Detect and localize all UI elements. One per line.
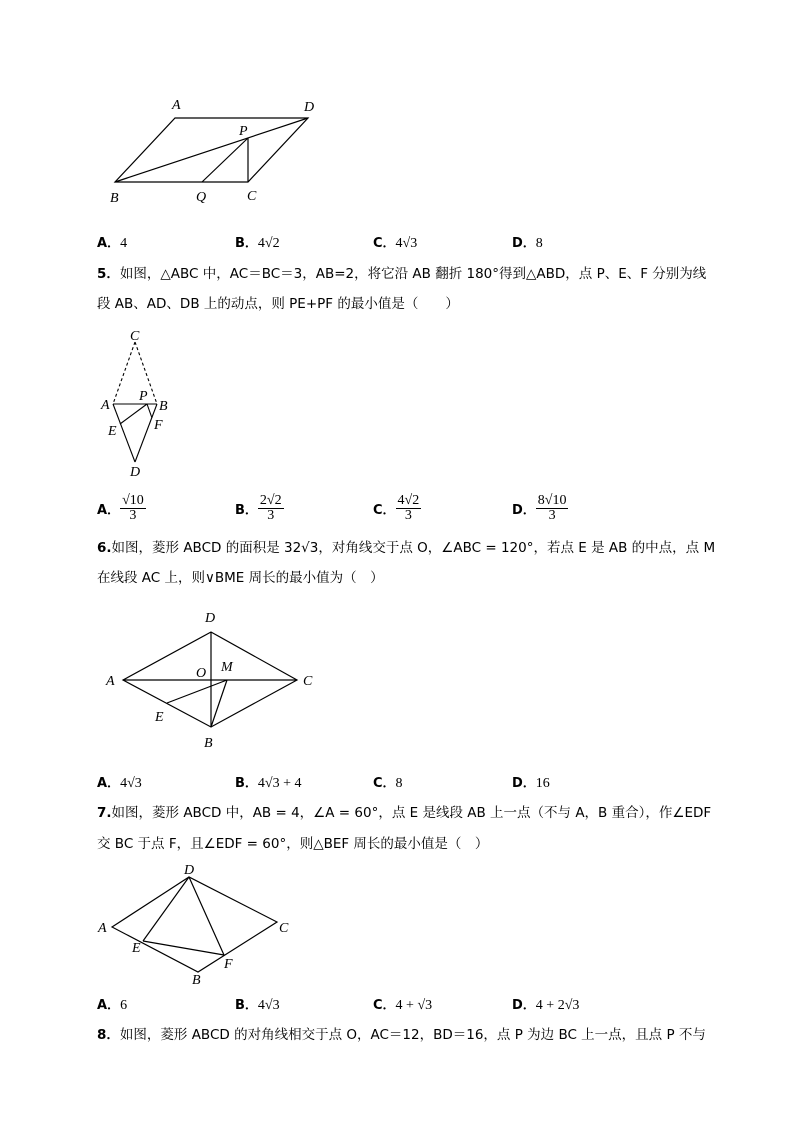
q5-segment-pf [147,404,152,418]
q7-label-f: F [224,957,233,972]
q7-label-e: E [132,941,141,956]
q4-figure [100,90,330,215]
q5-figure [98,328,178,480]
q7-rhombus [112,877,277,972]
q6-label-b: B [204,736,213,751]
q7-question-line2: 交 BC 于点 F，且∠EDF = 60°，则△BEF 周长的最小值是（ ） [97,836,489,852]
q5-label-p: P [139,389,148,404]
q7-option-b: B．4√3 [235,998,280,1013]
q7-label-c: C [279,921,289,936]
q7-segment-df [189,877,224,955]
q5-option-a: A． $\frac{√10}{3}$ [97,493,144,523]
q6-label-a: A [106,674,115,689]
q5-label-a: A [101,398,110,413]
q5-option-a-denominator: 3 [129,508,137,523]
q4-option-d: D．8 [512,236,543,251]
q6-option-a: A．4√3 [97,776,142,791]
q5-segment-bd [135,404,157,462]
q5-label-b: B [159,399,168,414]
q5-option-d-denominator: 3 [548,508,556,523]
q6-label-e: E [155,710,164,725]
q7-label-a: A [98,921,107,936]
q5-question-line1: 5．如图，△ABC 中，AC＝BC＝3，AB=2，将它沿 AB 翻折 180°得到△ABD，点 P、E、F 分别为线 [97,266,707,282]
q4-label-p: P [239,124,248,139]
q5-option-b: B． $\frac{2√2}{3}$ [235,493,282,523]
q7-segment-ef [143,941,224,955]
q6-option-d: D．16 [512,776,550,791]
q6-label-m: M [221,660,233,675]
q7-option-c: C．4 + √3 [373,998,433,1013]
q4-label-d: D [304,100,315,115]
q4-segment-pq [202,138,248,182]
q6-number: 6. [97,540,112,556]
q6-label-c: C [303,674,313,689]
q5-label-c: C [130,329,140,344]
q8-question-line1: 8．如图，菱形 ABCD 的对角线相交于点 O，AC＝12，BD＝16，点 P 为边 BC 上一点，且点 P 不与 [97,1027,706,1043]
q6-option-b: B．4√3 + 4 [235,776,302,791]
q7-figure [96,860,306,990]
q6-option-c: C．8 [373,776,403,791]
q4-label-c: C [247,189,257,204]
q7-number: 7. [97,805,112,821]
q5-label-d: D [130,465,141,480]
q5-question-line2: 段 AB、AD、DB 上的动点，则 PE+PF 的最小值是（ ） [97,296,459,312]
q5-option-a-numerator: √10 [122,493,144,508]
q6-label-d: D [205,611,216,626]
q7-segment-de [143,877,189,941]
q6-question-line2: 在线段 AC 上，则∨BME 周长的最小值为（ ） [97,570,384,586]
q4-option-a: A．4 [97,236,128,251]
q7-option-a: A．6 [97,998,128,1013]
q4-option-b: B．4√2 [235,236,280,251]
q7-label-d: D [184,863,195,878]
q5-segment-pe [120,404,147,424]
q4-label-q: Q [196,190,207,205]
q8-number: 8． [97,1027,120,1043]
q6-question-line1: 6.如图，菱形 ABCD 的面积是 32√3，对角线交于点 O，∠ABC = 120°，若点 E 是 AB 的中点，点 M [97,540,716,556]
q4-label-b: B [110,191,119,206]
q5-option-b-numerator: 2√2 [259,493,282,508]
q5-number: 5． [97,266,120,282]
q5-option-d-numerator: 8√10 [537,493,567,508]
q7-option-d: D．4 + 2√3 [512,998,580,1013]
q5-option-c: C． $\frac{4√2}{3}$ [373,493,420,523]
q5-label-f: F [154,418,163,433]
q6-figure [98,605,328,755]
q6-label-o: O [196,666,207,681]
q6-segment-em [167,680,227,703]
q5-option-c-numerator: 4√2 [397,493,420,508]
q4-label-a: A [172,98,181,113]
q5-option-b-denominator: 3 [267,508,275,523]
q7-question-line1: 7.如图，菱形 ABCD 中，AB = 4，∠A = 60°，点 E 是线段 AB 上一点（不与 A，B 重合），作∠EDF [97,805,712,821]
q5-option-d: D． $\frac{8√10}{3}$ [512,493,567,523]
q5-option-c-denominator: 3 [404,508,412,523]
q7-label-b: B [192,973,201,988]
q5-label-e: E [108,424,117,439]
q5-dashed-ac [113,342,135,404]
q4-option-c: C．4√3 [373,236,418,251]
